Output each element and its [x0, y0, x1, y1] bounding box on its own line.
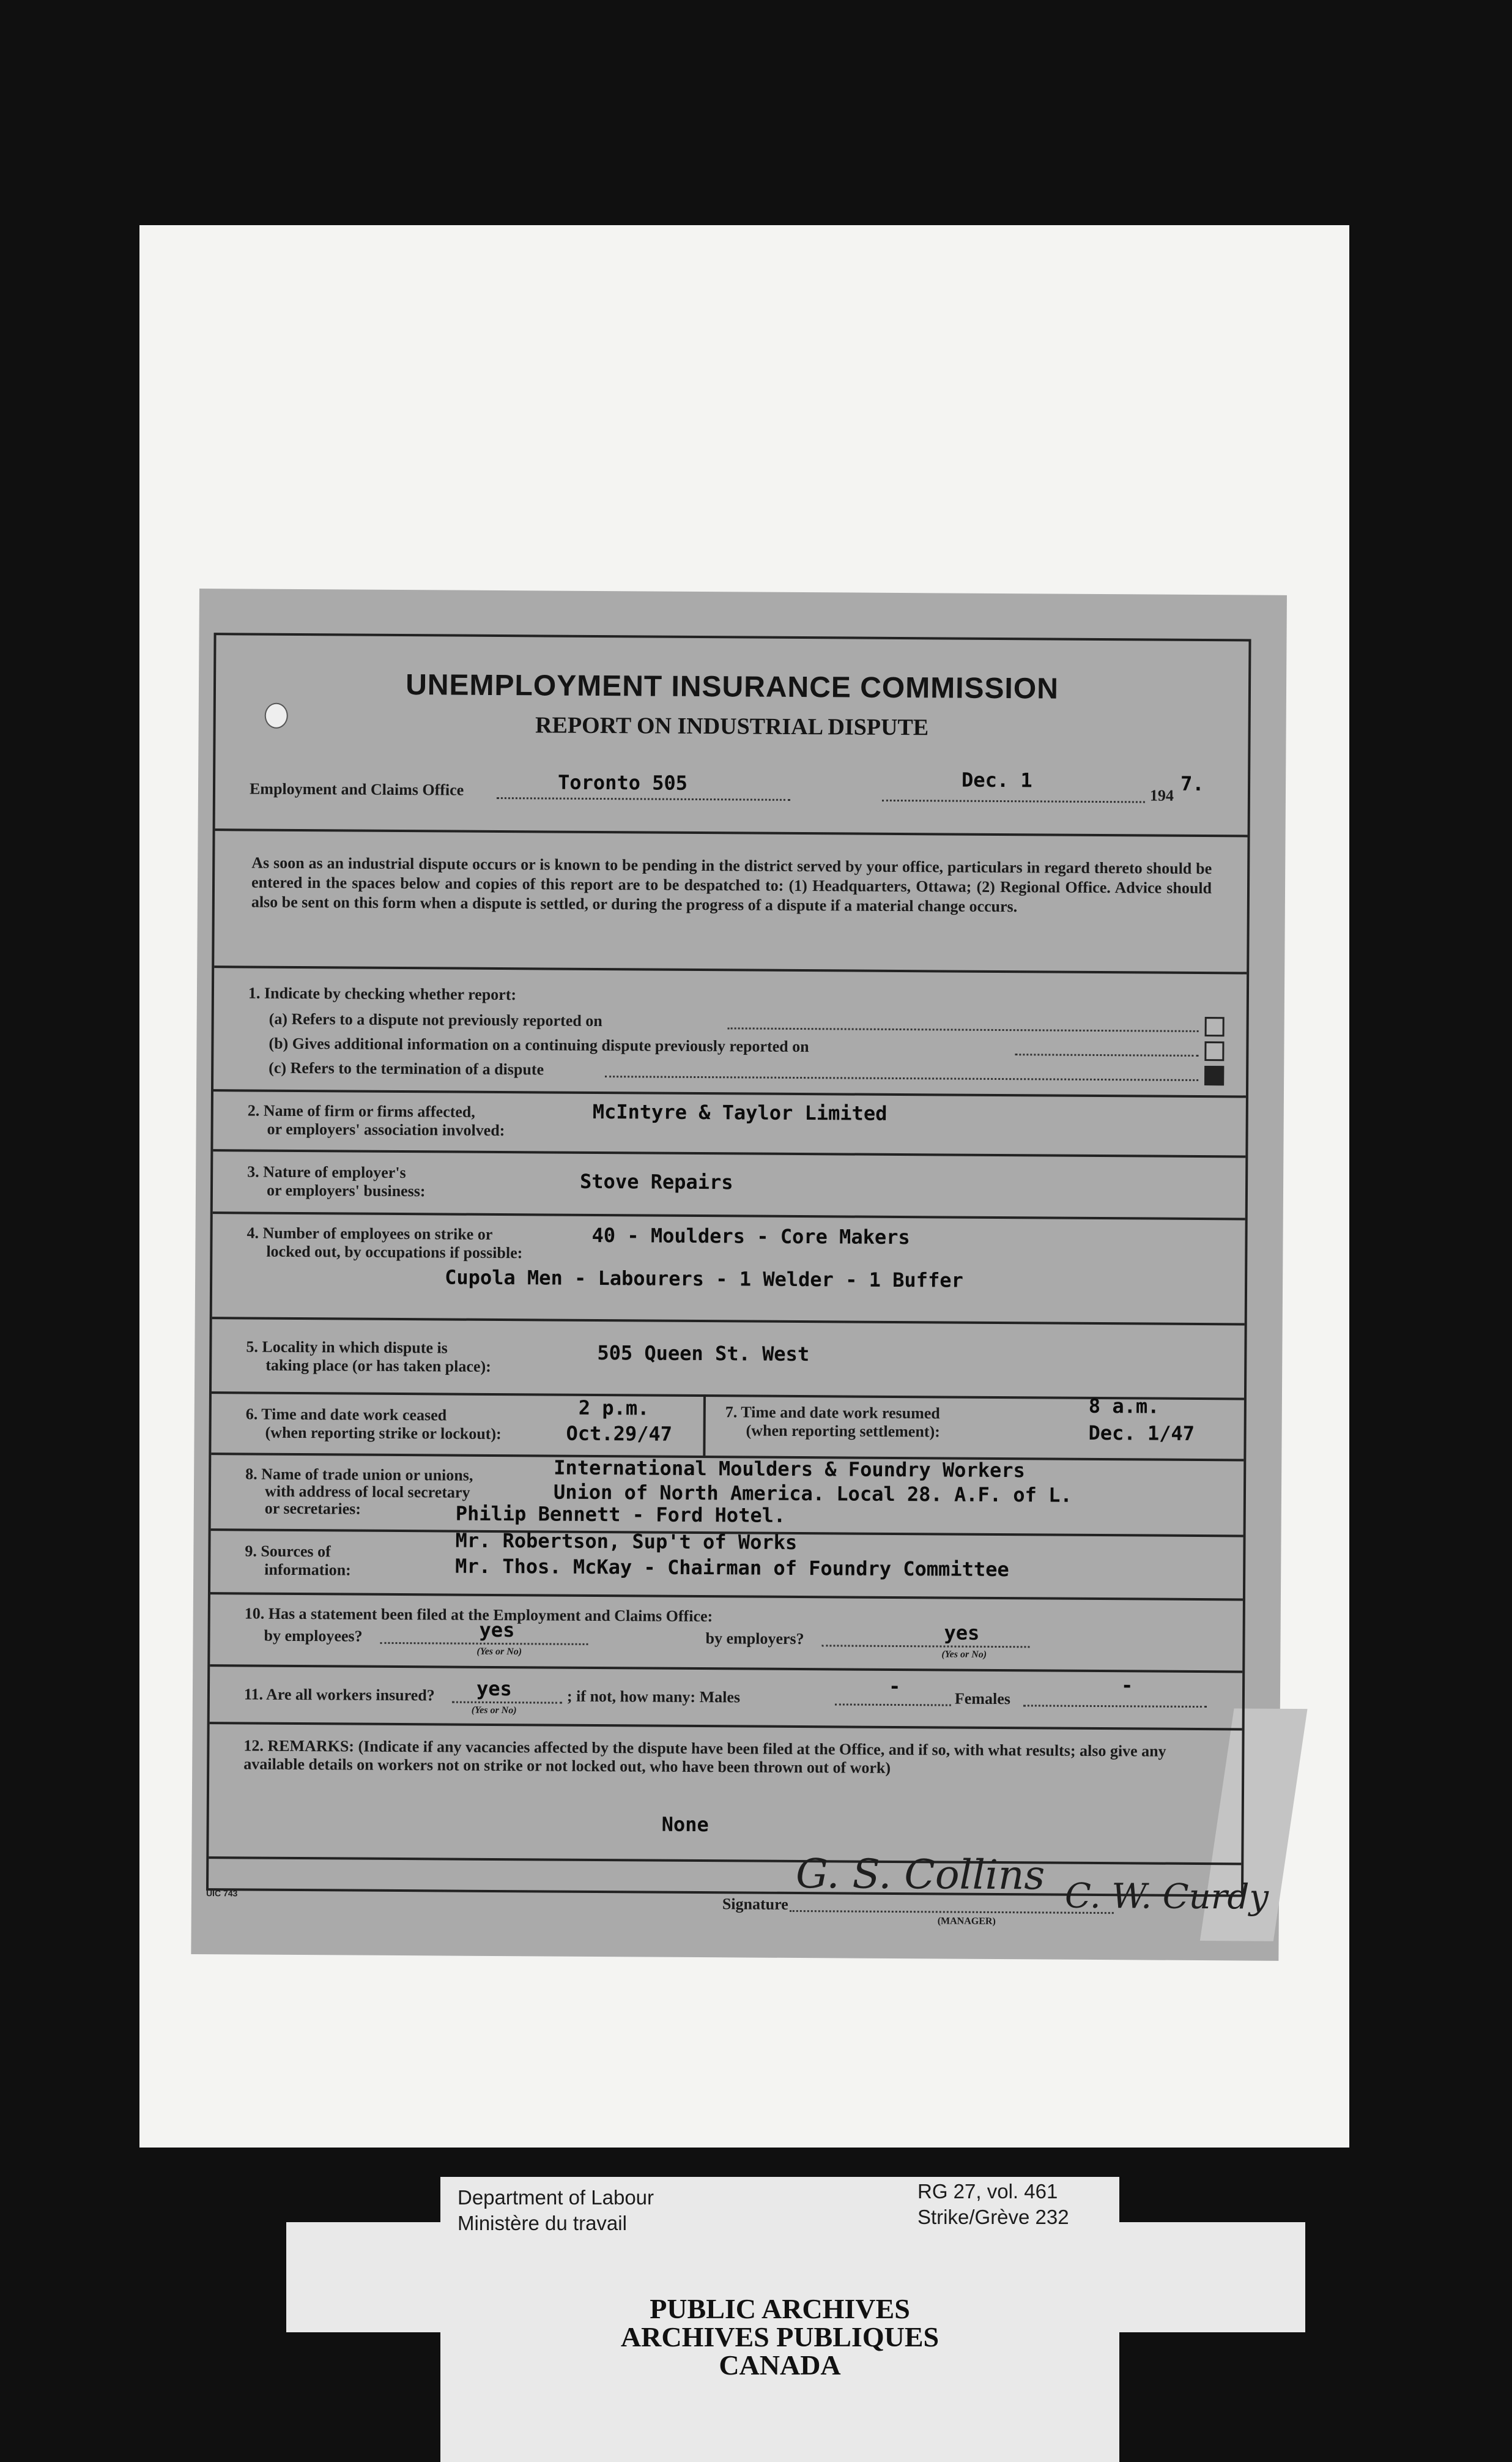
q11-males-line: [835, 1703, 951, 1706]
q11-females-value: -: [1121, 1673, 1133, 1697]
signature-label: Signature: [722, 1895, 788, 1913]
q11-females-line: [1023, 1705, 1207, 1708]
form-frame: [206, 633, 1269, 1927]
archive-ref-1: RG 27, vol. 461: [917, 2180, 1058, 2203]
divider: [212, 1317, 1245, 1325]
q11-line: [452, 1701, 562, 1704]
q2-label-2: or employers' association involved:: [267, 1120, 505, 1140]
q8-label-3: or secretaries:: [264, 1499, 361, 1518]
q8-label-2: with address of local secretary: [264, 1482, 470, 1501]
second-signature: C. W. Curdy: [1064, 1876, 1269, 1917]
office-line: [497, 797, 790, 801]
q12-value: None: [661, 1812, 709, 1837]
q4-label-2: locked out, by occupations if possible:: [266, 1242, 523, 1262]
public-archives-fr: ARCHIVES PUBLIQUES: [620, 2321, 939, 2352]
q3-value: Stove Repairs: [579, 1169, 733, 1194]
q4-value-2: Cupola Men - Labourers - 1 Welder - 1 Buffer: [445, 1265, 963, 1292]
divider: [213, 1211, 1245, 1220]
form-organization: UNEMPLOYMENT INSURANCE COMMISSION: [406, 669, 1059, 705]
date-line: [882, 800, 1145, 803]
office-label: Employment and Claims Office: [249, 779, 464, 799]
signature-value: G. S. Collins: [795, 1850, 1045, 1899]
q7-label-2: (when reporting settlement):: [746, 1421, 940, 1441]
divider: [210, 1664, 1242, 1673]
q10-employees-value: yes: [479, 1618, 515, 1642]
q10-label: 10. Has a statement been filed at the Employment and Claims Office:: [244, 1604, 713, 1626]
public-archives-country: CANADA: [719, 2349, 841, 2381]
divider: [703, 1394, 706, 1456]
q11-value: yes: [476, 1676, 512, 1701]
manager-label: (MANAGER): [937, 1916, 996, 1927]
q4-label: 4. Number of employees on strike or: [246, 1224, 493, 1243]
q5-value: 505 Queen St. West: [597, 1341, 810, 1366]
q1c-checkbox[interactable]: [1204, 1066, 1224, 1085]
q1b-line: [1015, 1054, 1198, 1057]
q5-label: 5. Locality in which dispute is: [246, 1337, 448, 1357]
q7-value-2: Dec. 1/47: [1088, 1421, 1195, 1445]
date-value: Dec. 1: [961, 768, 1032, 792]
q10-employees-label: by employees?: [264, 1626, 363, 1645]
divider: [213, 1149, 1245, 1158]
q1a-checkbox[interactable]: [1205, 1017, 1225, 1036]
q8-value-1: International Moulders & Foundry Workers: [554, 1456, 1025, 1482]
form-title: REPORT ON INDUSTRIAL DISPUTE: [535, 712, 929, 741]
divider: [210, 1722, 1242, 1730]
q11-hint: (Yes or No): [471, 1705, 517, 1716]
q11-females-label: Females: [954, 1689, 1010, 1708]
dept-en: Department of Labour: [458, 2186, 654, 2209]
q8-value-2: Union of North America. Local 28. A.F. of L.: [553, 1480, 1072, 1507]
intro-paragraph: As soon as an industrial dispute occurs or is known to be pending in the district served by your office, particulars in regard thereto should be entered in the spaces below and copies of this report are to be despatched to: (1) Headquarters, Ottawa; (2) Regional Office. Advice should also be sent on this form when a dispute is settled, or during the progress of a dispute if a material change occurs.: [251, 854, 1212, 916]
q6-label-2: (when reporting strike or lockout):: [265, 1423, 502, 1443]
q6-value-2: Oct.29/47: [566, 1421, 673, 1446]
q1-label: 1. Indicate by checking whether report:: [248, 984, 517, 1004]
q3-label-2: or employers' business:: [266, 1181, 426, 1200]
public-archives-en: PUBLIC ARCHIVES: [650, 2293, 910, 2324]
divider: [214, 965, 1247, 974]
q1c-line: [605, 1076, 1198, 1081]
q1a-line: [728, 1027, 1199, 1032]
q11-males-value: -: [888, 1674, 901, 1698]
q10-employers-hint: (Yes or No): [941, 1649, 987, 1660]
year-suffix: 7.: [1180, 772, 1204, 796]
q10-employers-label: by employers?: [705, 1629, 804, 1648]
q2-label: 2. Name of firm or firms affected,: [247, 1101, 475, 1121]
q4-value-1: 40 - Moulders - Core Makers: [591, 1223, 910, 1249]
q3-label: 3. Nature of employer's: [247, 1162, 406, 1182]
archive-ref-2: Strike/Grève 232: [917, 2206, 1069, 2228]
q2-value: McIntyre & Taylor Limited: [592, 1099, 888, 1125]
q7-label: 7. Time and date work resumed: [725, 1403, 940, 1423]
q9-value-2: Mr. Thos. McKay - Chairman of Foundry Committee: [455, 1554, 1009, 1582]
q1c-label: (c) Refers to the termination of a dispute: [269, 1058, 544, 1079]
q7-value-1: 8 a.m.: [1088, 1394, 1160, 1418]
q1b-checkbox[interactable]: [1204, 1041, 1224, 1061]
year-prefix: 194: [1149, 786, 1174, 805]
q1a-label: (a) Refers to a dispute not previously reported on: [269, 1010, 602, 1030]
divider: [209, 1856, 1241, 1865]
q9-value-1: Mr. Robertson, Sup't of Works: [455, 1528, 798, 1554]
dept-fr: Ministère du travail: [458, 2212, 627, 2234]
q11-males-label: ; if not, how many: Males: [566, 1687, 741, 1706]
q6-label: 6. Time and date work ceased: [245, 1405, 447, 1424]
q10-employers-value: yes: [944, 1621, 980, 1645]
q9-label-2: information:: [264, 1560, 351, 1579]
q11-label: 11. Are all workers insured?: [243, 1685, 435, 1705]
q6-value-1: 2 p.m.: [578, 1396, 650, 1420]
q10-employees-hint: (Yes or No): [476, 1646, 522, 1657]
q12-label: 12. REMARKS: (Indicate if any vacancies affected by the dispute have been filed at the Office, and if so, with what results; also give any available details on workers not on strike or not locked out, who have been thrown out of work): [243, 1736, 1166, 1777]
divider: [210, 1592, 1243, 1601]
q5-label-2: taking place (or has taken place):: [265, 1356, 491, 1375]
q10-employers-line: [821, 1645, 1029, 1648]
q8-value-3: Philip Bennett - Ford Hotel.: [455, 1501, 786, 1527]
dispute-report-form: [191, 589, 1287, 1961]
q9-label: 9. Sources of: [245, 1542, 331, 1561]
q10-employees-line: [380, 1642, 588, 1645]
q1b-label: (b) Gives additional information on a continuing dispute previously reported on: [269, 1034, 809, 1056]
q8-label: 8. Name of trade union or unions,: [245, 1465, 473, 1484]
divider: [215, 828, 1248, 837]
form-code: UIC 743: [206, 1888, 238, 1899]
office-value: Toronto 505: [557, 770, 688, 795]
divider: [213, 1089, 1246, 1098]
